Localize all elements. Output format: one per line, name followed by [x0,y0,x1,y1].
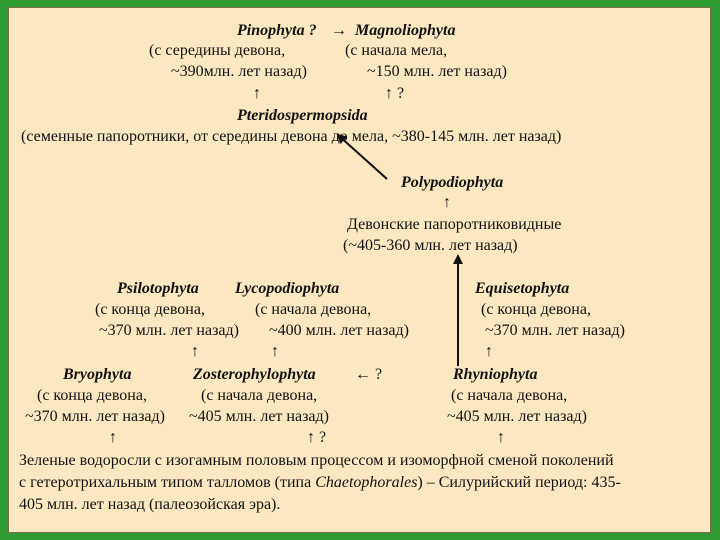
bryophyta-label: Bryophyta [63,366,132,383]
rhyniophyta-label: Rhyniophyta [453,366,538,383]
polypodiophyta-label: Polypodiophyta [401,174,504,191]
magnoliophyta-label: Magnoliophyta [355,22,456,39]
arrow-up-icon: ↑ [253,85,261,102]
diagram-panel [9,8,710,532]
lycopodiophyta-age-line1: (с начала девона, [255,301,372,318]
green-algae-line2-part3: ) – Силурийский период: 435- [417,474,621,491]
bryophyta-age-line2: ~370 млн. лет назад) [25,408,165,425]
equisetophyta-label: Equisetophyta [475,280,570,297]
zosterophylophyta-age-line1: (с начала девона, [201,387,318,404]
green-algae-line2-part1: с гетеротрихальным типом талломов (типа [19,474,316,491]
arrow-up-icon: ↑ [485,343,493,360]
chaetophorales-term: Chaetophorales [315,474,418,491]
rhyniophyta-age-line2: ~405 млн. лет назад) [447,408,587,425]
psilotophyta-age-line1: (с конца девона, [95,301,205,318]
magnoliophyta-age-line1: (с начала мела, [345,42,448,59]
equisetophyta-age-line2: ~370 млн. лет назад) [485,322,625,339]
zosterophylophyta-age-line2: ~405 млн. лет назад) [189,408,329,425]
psilotophyta-label: Psilotophyta [117,280,199,297]
green-algae-line2 [19,474,621,492]
lycopodiophyta-label: Lycopodiophyta [235,280,340,297]
lycopodiophyta-age-line2: ~400 млн. лет назад) [269,322,409,339]
arrow-up-icon: ↑ [443,194,451,211]
equisetophyta-age-line1: (с конца девона, [481,301,591,318]
arrow-up-question-icon: ↑ ? [385,85,405,102]
pinophyta-age-line1: (с середины девона, [149,42,286,59]
arrow-up-icon: ↑ [497,429,505,446]
arrow-up-question-icon: ↑ ? [307,429,327,446]
pteridospermopsida-desc: (семенные папоротники, от середины девона до мела, ~380-145 млн. лет назад) [21,128,562,145]
green-algae-line1: Зеленые водоросли с изогамным половым процессом и изоморфной сменой поколений [19,452,614,469]
pinophyta-label: Pinophyta ? [237,22,317,39]
pteridospermopsida-label: Pteridospermopsida [237,107,368,124]
polypodiophyta-desc-line2: (~405-360 млн. лет назад) [343,237,518,254]
arrow-up-icon: ↑ [271,343,279,360]
psilotophyta-age-line2: ~370 млн. лет назад) [99,322,239,339]
pinophyta-age-line2: ~390млн. лет назад) [171,63,307,80]
polypodiophyta-desc-line1: Девонские папоротниковидные [347,216,562,233]
arrow-right-icon: → [331,22,347,39]
arrow-left-question-icon: ← ? [355,366,383,383]
arrow-up-icon: ↑ [109,429,117,446]
zosterophylophyta-label: Zosterophylophyta [193,366,316,383]
bryophyta-age-line1: (с конца девона, [37,387,147,404]
arrow-up-icon: ↑ [191,343,199,360]
green-algae-line3: 405 млн. лет назад (палеозойская эра). [19,496,281,513]
magnoliophyta-age-line2: ~150 млн. лет назад) [367,63,507,80]
rhyniophyta-age-line1: (с начала девона, [451,387,568,404]
